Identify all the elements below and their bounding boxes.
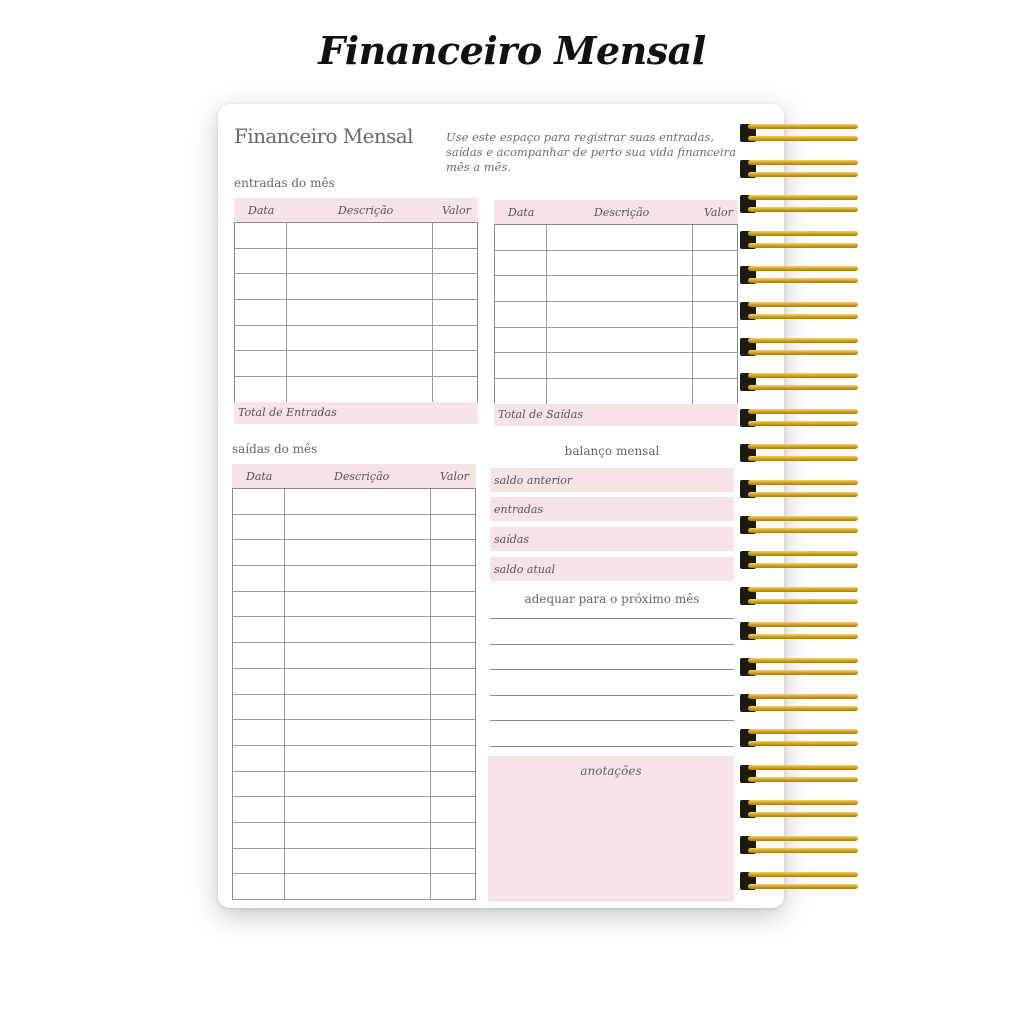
spiral-ring (740, 761, 860, 787)
spiral-wire2 (748, 492, 858, 497)
spiral-wire2 (748, 385, 858, 390)
table-cell (547, 276, 693, 301)
spiral-wire1 (748, 373, 858, 378)
table-cell (495, 302, 547, 327)
table-cell (233, 592, 285, 617)
spiral-ring (740, 334, 860, 360)
entradas-total: Total de Entradas (234, 402, 478, 424)
table-cell (285, 797, 431, 822)
spiral-ring (740, 832, 860, 858)
spiral-ring (740, 227, 860, 253)
spiral-ring (740, 583, 860, 609)
table-cell (433, 326, 477, 351)
spiral-wire2 (748, 563, 858, 568)
spiral-wire2 (748, 456, 858, 461)
spiral-wire1 (748, 836, 858, 841)
saidas-top-header (494, 200, 738, 224)
table-cell (233, 772, 285, 797)
table-cell (285, 874, 431, 899)
table-cell (431, 617, 475, 642)
saidas-top-grid (494, 224, 738, 405)
spiral-wire1 (748, 658, 858, 663)
table-cell (285, 695, 431, 720)
saidas-label: saídas do mês (232, 442, 318, 456)
table-row (235, 351, 477, 377)
balanco-label: balanço mensal (564, 444, 660, 458)
table-cell (285, 592, 431, 617)
table-cell (285, 489, 431, 514)
spiral-wire1 (748, 124, 858, 129)
table-cell (431, 515, 475, 540)
saidas-table (232, 464, 476, 900)
table-row (495, 302, 737, 328)
spiral-wire1 (748, 622, 858, 627)
table-cell (433, 223, 477, 248)
spiral-wire2 (748, 421, 858, 426)
spiral-wire2 (748, 278, 858, 283)
col-valor: Valor (442, 204, 471, 217)
table-cell (233, 540, 285, 565)
table-cell (433, 377, 477, 402)
spiral-wire1 (748, 551, 858, 556)
table-cell (233, 797, 285, 822)
table-cell (693, 302, 737, 327)
spiral-wire1 (748, 338, 858, 343)
spiral-binding (740, 120, 860, 900)
spiral-ring (740, 156, 860, 182)
table-cell (233, 489, 285, 514)
table-cell (495, 251, 547, 276)
adequar-line (490, 669, 734, 670)
table-cell (431, 489, 475, 514)
table-cell (547, 251, 693, 276)
spiral-ring (740, 547, 860, 573)
table-cell (547, 353, 693, 378)
table-cell (235, 249, 287, 274)
table-cell (285, 669, 431, 694)
table-cell (547, 302, 693, 327)
spiral-wire2 (748, 136, 858, 141)
table-cell (495, 225, 547, 250)
col-valor: Valor (440, 470, 469, 483)
spiral-ring (740, 369, 860, 395)
table-cell (693, 251, 737, 276)
spiral-wire2 (748, 884, 858, 889)
spiral-ring (740, 120, 860, 146)
adequar-line (490, 720, 734, 721)
spiral-wire2 (748, 599, 858, 604)
planner-page (218, 104, 784, 908)
saidas-grid (232, 488, 476, 900)
table-row (233, 695, 475, 721)
col-data: Data (248, 204, 275, 217)
table-cell (431, 566, 475, 591)
table-row (495, 379, 737, 405)
table-cell (233, 874, 285, 899)
table-cell (287, 249, 433, 274)
balanco-saldo-anterior: saldo anterior (490, 468, 734, 492)
table-cell (285, 515, 431, 540)
spiral-wire1 (748, 480, 858, 485)
balanco-saidas: saídas (490, 527, 734, 551)
balanco-entradas: entradas (490, 497, 734, 521)
spiral-wire2 (748, 634, 858, 639)
table-row (235, 300, 477, 326)
table-cell (235, 223, 287, 248)
table-row (233, 592, 475, 618)
table-row (235, 377, 477, 403)
table-row (495, 353, 737, 379)
table-row (233, 669, 475, 695)
spiral-ring (740, 191, 860, 217)
table-cell (285, 643, 431, 668)
table-cell (431, 823, 475, 848)
adequar-line (490, 618, 734, 619)
col-descricao: Descrição (334, 470, 390, 483)
table-cell (285, 720, 431, 745)
table-row (495, 225, 737, 251)
table-row (233, 617, 475, 643)
table-row (233, 746, 475, 772)
table-row (233, 566, 475, 592)
table-row (233, 772, 475, 798)
table-cell (547, 379, 693, 404)
spiral-wire1 (748, 729, 858, 734)
col-descricao: Descrição (594, 206, 650, 219)
anotacoes-label: anotações (580, 764, 642, 778)
table-cell (431, 592, 475, 617)
table-cell (235, 300, 287, 325)
spiral-wire1 (748, 231, 858, 236)
table-cell (233, 617, 285, 642)
table-cell (233, 643, 285, 668)
table-cell (287, 326, 433, 351)
table-row (233, 643, 475, 669)
table-cell (233, 849, 285, 874)
entradas-table (234, 198, 478, 424)
table-cell (431, 772, 475, 797)
spiral-ring (740, 654, 860, 680)
spiral-ring (740, 868, 860, 894)
table-row (233, 720, 475, 746)
spiral-wire1 (748, 160, 858, 165)
table-row (235, 326, 477, 352)
balanco-saldo-atual: saldo atual (490, 557, 734, 581)
spiral-ring (740, 796, 860, 822)
col-descricao: Descrição (338, 204, 394, 217)
spiral-wire2 (748, 172, 858, 177)
table-cell (431, 695, 475, 720)
table-cell (495, 276, 547, 301)
table-cell (287, 351, 433, 376)
table-cell (433, 351, 477, 376)
spiral-wire2 (748, 848, 858, 853)
table-cell (495, 353, 547, 378)
spiral-wire1 (748, 409, 858, 414)
table-cell (431, 643, 475, 668)
table-cell (431, 849, 475, 874)
table-row (233, 797, 475, 823)
table-cell (693, 353, 737, 378)
table-row (233, 823, 475, 849)
spiral-wire1 (748, 765, 858, 770)
table-cell (233, 669, 285, 694)
spiral-wire1 (748, 444, 858, 449)
adequar-line (490, 746, 734, 747)
table-cell (693, 225, 737, 250)
table-row (235, 249, 477, 275)
table-row (233, 489, 475, 515)
table-cell (235, 274, 287, 299)
table-row (233, 515, 475, 541)
page-intro: Use este espaço para registrar suas entradas, saídas e acompanhar de perto sua vida financeira mês a mês. (446, 130, 737, 174)
adequar-line (490, 644, 734, 645)
spiral-wire1 (748, 266, 858, 271)
table-cell (285, 566, 431, 591)
table-cell (433, 274, 477, 299)
table-cell (431, 540, 475, 565)
table-row (495, 328, 737, 354)
entradas-header (234, 198, 478, 222)
spiral-wire2 (748, 706, 858, 711)
table-cell (233, 823, 285, 848)
spiral-ring (740, 262, 860, 288)
table-cell (285, 540, 431, 565)
table-cell (287, 377, 433, 402)
spiral-wire2 (748, 243, 858, 248)
table-cell (431, 797, 475, 822)
spiral-wire2 (748, 670, 858, 675)
saidas-top-table (494, 200, 738, 426)
table-cell (233, 566, 285, 591)
col-valor: Valor (704, 206, 733, 219)
table-cell (285, 617, 431, 642)
table-cell (693, 276, 737, 301)
table-row (235, 223, 477, 249)
spiral-ring (740, 440, 860, 466)
table-cell (233, 720, 285, 745)
table-cell (431, 746, 475, 771)
spiral-wire2 (748, 528, 858, 533)
table-row (233, 849, 475, 875)
table-cell (433, 300, 477, 325)
adequar-line (490, 695, 734, 696)
table-cell (233, 515, 285, 540)
table-cell (287, 300, 433, 325)
table-row (235, 274, 477, 300)
spiral-wire1 (748, 694, 858, 699)
table-cell (287, 274, 433, 299)
col-data: Data (508, 206, 535, 219)
spiral-wire1 (748, 195, 858, 200)
spiral-wire2 (748, 741, 858, 746)
table-cell (693, 379, 737, 404)
entradas-grid (234, 222, 478, 403)
table-cell (495, 328, 547, 353)
spiral-ring (740, 512, 860, 538)
spiral-ring (740, 690, 860, 716)
table-cell (285, 849, 431, 874)
product-heading: Financeiro Mensal (318, 28, 706, 73)
table-cell (433, 249, 477, 274)
anotacoes-box (488, 756, 734, 902)
table-cell (285, 746, 431, 771)
spiral-wire2 (748, 207, 858, 212)
spiral-wire2 (748, 812, 858, 817)
spiral-wire1 (748, 872, 858, 877)
table-cell (233, 695, 285, 720)
table-cell (235, 326, 287, 351)
table-cell (495, 379, 547, 404)
spiral-wire1 (748, 516, 858, 521)
entradas-label: entradas do mês (234, 176, 335, 190)
table-cell (235, 377, 287, 402)
spiral-wire2 (748, 777, 858, 782)
table-row (233, 540, 475, 566)
spiral-ring (740, 618, 860, 644)
spiral-wire1 (748, 302, 858, 307)
spiral-wire2 (748, 350, 858, 355)
spiral-ring (740, 725, 860, 751)
table-cell (431, 720, 475, 745)
spiral-ring (740, 476, 860, 502)
table-row (495, 276, 737, 302)
spiral-wire1 (748, 587, 858, 592)
table-row (233, 874, 475, 900)
table-cell (285, 823, 431, 848)
spiral-ring (740, 298, 860, 324)
table-cell (233, 746, 285, 771)
adequar-label: adequar para o próximo mês (524, 592, 700, 606)
table-cell (547, 328, 693, 353)
table-cell (431, 874, 475, 899)
spiral-ring (740, 405, 860, 431)
table-cell (285, 772, 431, 797)
table-cell (693, 328, 737, 353)
saidas-header (232, 464, 476, 488)
spiral-wire1 (748, 800, 858, 805)
table-cell (431, 669, 475, 694)
col-data: Data (246, 470, 273, 483)
saidas-total: Total de Saídas (494, 404, 738, 426)
spiral-wire2 (748, 314, 858, 319)
table-cell (235, 351, 287, 376)
table-cell (287, 223, 433, 248)
table-row (495, 251, 737, 277)
table-cell (547, 225, 693, 250)
page-title: Financeiro Mensal (234, 124, 413, 148)
